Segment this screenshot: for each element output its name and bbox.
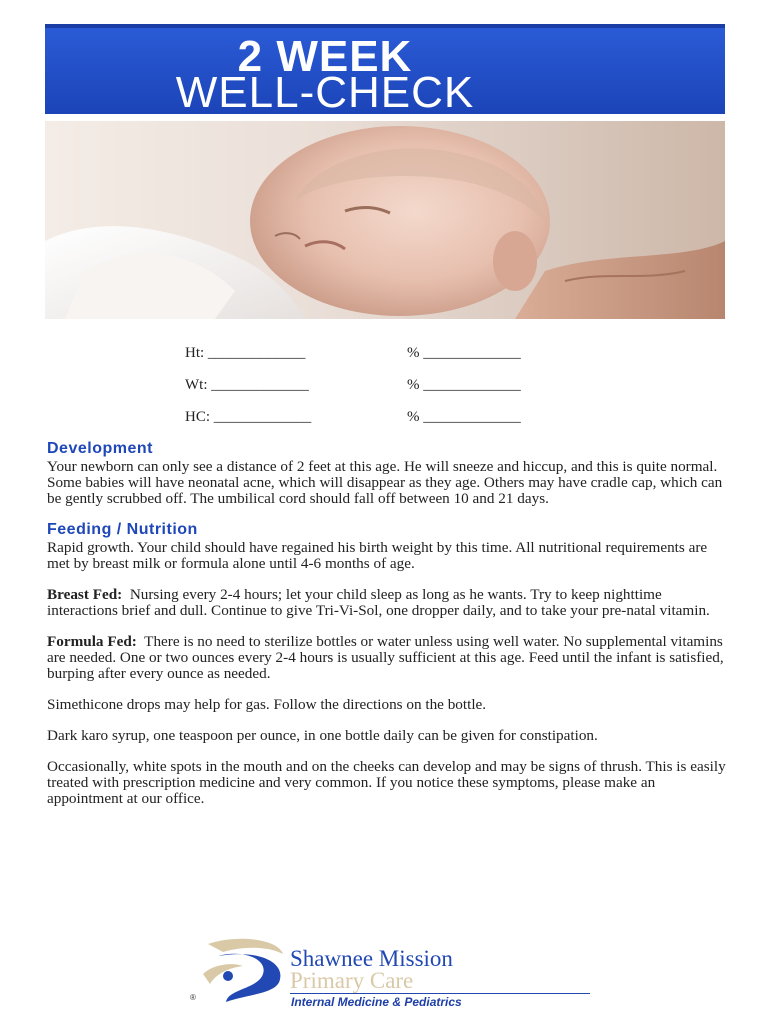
title-banner xyxy=(45,24,725,117)
breast-fed-label: Breast Fed: xyxy=(47,586,123,603)
height-field[interactable]: Ht: _____________ xyxy=(185,345,306,361)
head-circumference-row xyxy=(185,409,585,441)
logo-name-line-1: Shawnee Mission xyxy=(290,946,453,971)
newborn-photo xyxy=(45,121,725,319)
formula-fed-text: There is no need to sterilize bottles or water unless using well water. No supplemental vitamins are needed. One or two ounces every 2-4 hours is usually sufficient at this age. Feed until the infant is satisfied, burping after every ounce as needed. xyxy=(47,633,724,682)
height-row xyxy=(185,345,585,377)
newborn-illustration xyxy=(45,121,725,319)
weight-percentile-field[interactable]: % _____________ xyxy=(407,377,521,393)
swoosh-logo-icon xyxy=(198,934,288,1009)
title-line-1: 2 WEEK xyxy=(237,32,413,81)
registered-mark: ® xyxy=(190,993,196,1002)
weight-row xyxy=(185,377,585,409)
article-body xyxy=(47,441,727,822)
formula-fed-label: Formula Fed: xyxy=(47,633,137,650)
breast-fed-text: Nursing every 2-4 hours; let your child sleep as long as he wants. Try to keep nighttime interactions brief and dull. Continue to give Tri-Vi-Sol, one dropper daily, and to take your pre-natal vitamin. xyxy=(47,586,710,619)
logo-name-line-2: Primary Care xyxy=(290,968,414,993)
title-line-2: WELL-CHECK xyxy=(175,68,475,117)
measurement-fields xyxy=(185,345,585,441)
weight-field[interactable]: Wt: _____________ xyxy=(185,377,309,393)
breast-fed-paragraph xyxy=(47,587,727,619)
development-heading: Development xyxy=(47,440,153,457)
formula-fed-paragraph xyxy=(47,634,727,682)
feeding-heading: Feeding / Nutrition xyxy=(47,521,198,538)
thrush-text: Occasionally, white spots in the mouth and on the cheeks can develop and may be signs of thrush. This is easily treated with prescription medicine and very common. If you notice these symptoms, please make an appointment at our office. xyxy=(47,758,726,807)
head-circumference-percentile-field[interactable]: % _____________ xyxy=(407,409,521,425)
simethicone-text: Simethicone drops may help for gas. Follow the directions on the bottle. xyxy=(47,696,487,713)
logo-divider xyxy=(290,993,590,994)
karo-syrup-text: Dark karo syrup, one teaspoon per ounce, in one bottle daily can be given for constipation. xyxy=(47,727,598,744)
logo-subtitle: Internal Medicine & Pediatrics xyxy=(291,995,462,1009)
development-text: Your newborn can only see a distance of 2 feet at this age. He will sneeze and hiccup, and this is quite normal. Some babies will have neonatal acne, which will disappear as they age. Others may have cradle cap, which can be gently scrubbed off. The umbilical cord should fall off between 10 and 21 days. xyxy=(47,458,723,507)
head-circumference-field[interactable]: HC: _____________ xyxy=(185,409,312,425)
height-percentile-field[interactable]: % _____________ xyxy=(407,345,521,361)
feeding-intro: Rapid growth. Your child should have regained his birth weight by this time. All nutritional requirements are met by breast milk or formula alone until 4-6 months of age. xyxy=(47,539,708,572)
shawnee-mission-logo xyxy=(190,932,590,1017)
